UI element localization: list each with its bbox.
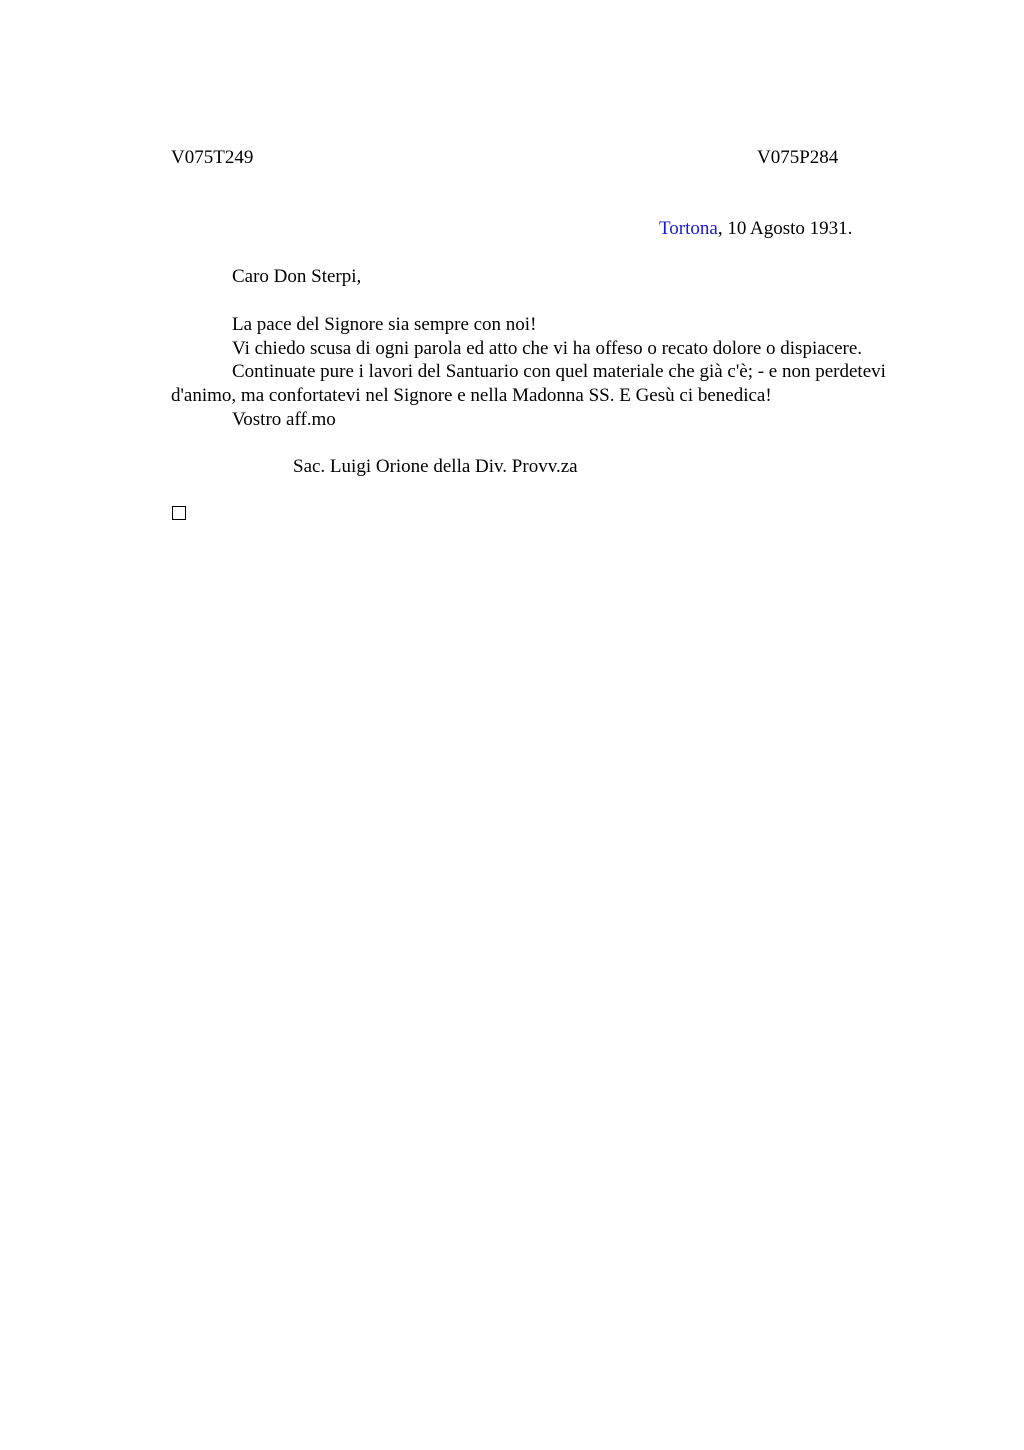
checkbox-icon[interactable] [172,506,186,520]
signature: Sac. Luigi Orione della Div. Provv.za [293,456,578,477]
body-paragraph: Continuate pure i lavori del Santuario con quel materiale che già c'è; - e non perdetevi d'animo, ma confortatevi nel Signore e nella Madonna SS. E Gesù ci benedica! [171,361,886,407]
salutation: Caro Don Sterpi, [232,266,362,287]
date-text: , 10 Agosto 1931. [717,218,853,239]
body-paragraph: Vi chiedo scusa di ogni parola ed atto che vi ha offeso o recato dolore o dispiacere. [232,337,863,359]
place-link[interactable]: Tortona [659,218,718,239]
dateline [659,217,852,241]
letter-body [171,313,931,432]
document-code-left: V075T249 [171,147,254,168]
document-code-right: V075P284 [757,147,839,168]
body-paragraph: La pace del Signore sia sempre con noi! [232,314,537,335]
closing: Vostro aff.mo [232,408,336,430]
